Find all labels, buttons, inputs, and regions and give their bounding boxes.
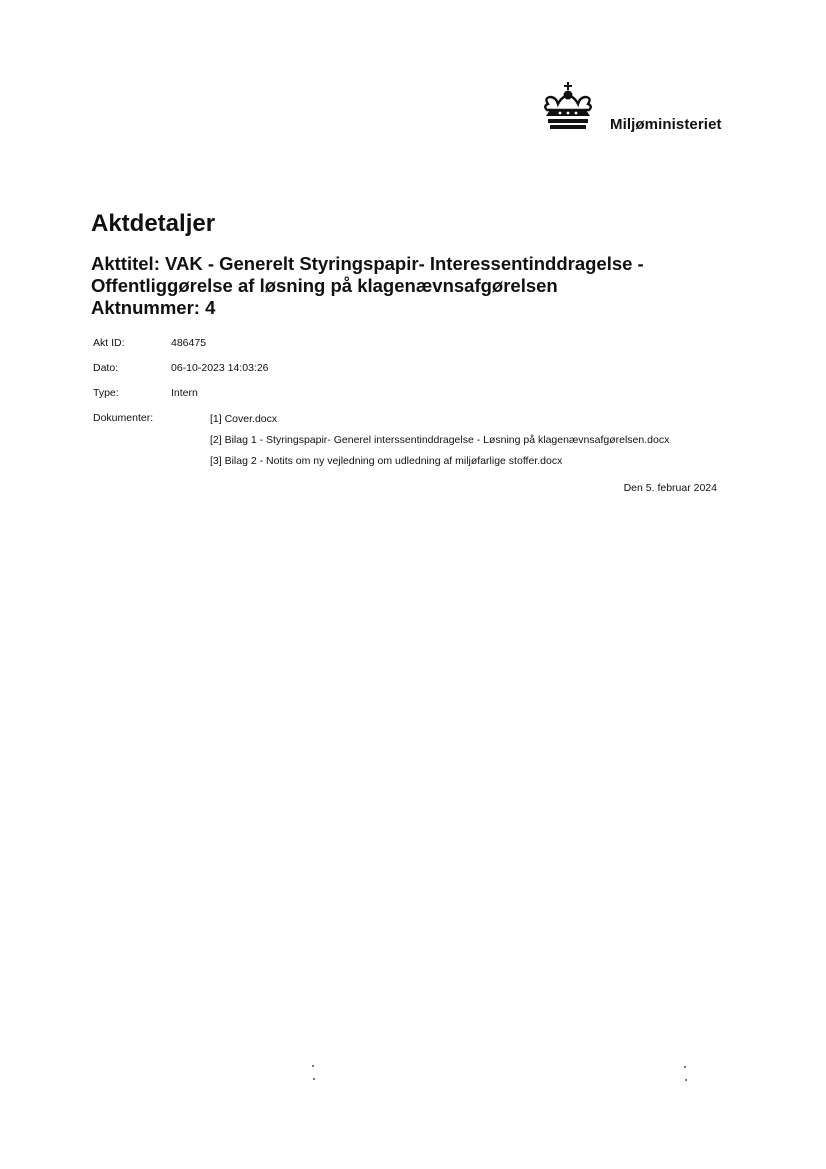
document-item: [3] Bilag 2 - Notits om ny vejledning om udledning af miljøfarlige stoffer.docx [210, 455, 563, 467]
scan-speck [313, 1078, 315, 1080]
documents-label: Dokumenter: [93, 412, 154, 424]
document-date: Den 5. februar 2024 [623, 482, 717, 494]
type-label: Type: [93, 387, 119, 399]
akt-id-value: 486475 [171, 337, 207, 349]
type-value: Intern [171, 387, 198, 399]
ministry-logo [538, 80, 738, 140]
document-item: [1] Cover.docx [210, 413, 278, 425]
akt-number: Aktnummer: 4 [91, 297, 216, 318]
scan-speck [312, 1065, 314, 1067]
dato-value: 06-10-2023 14:03:26 [171, 362, 269, 374]
akt-title-line1: Akttitel: VAK - Generelt Styringspapir- Interessentinddragelse - [91, 253, 644, 274]
page-title: Aktdetaljer [91, 210, 216, 237]
document-item: [2] Bilag 1 - Styringspapir- Generel interssentinddragelse - Løsning på klagenævnsafgørelsen.docx [210, 434, 670, 446]
akt-title-line2: Offentliggørelse af løsning på klagenævnsafgørelsen [91, 275, 558, 296]
akt-title-block [91, 253, 691, 319]
documents-list [210, 413, 669, 476]
scan-speck [685, 1079, 687, 1081]
akt-id-label: Akt ID: [93, 337, 125, 349]
scan-speck [684, 1066, 686, 1068]
ministry-name: Miljøministeriet [610, 116, 722, 133]
dato-label: Dato: [93, 362, 119, 374]
royal-crown-icon [538, 80, 598, 136]
